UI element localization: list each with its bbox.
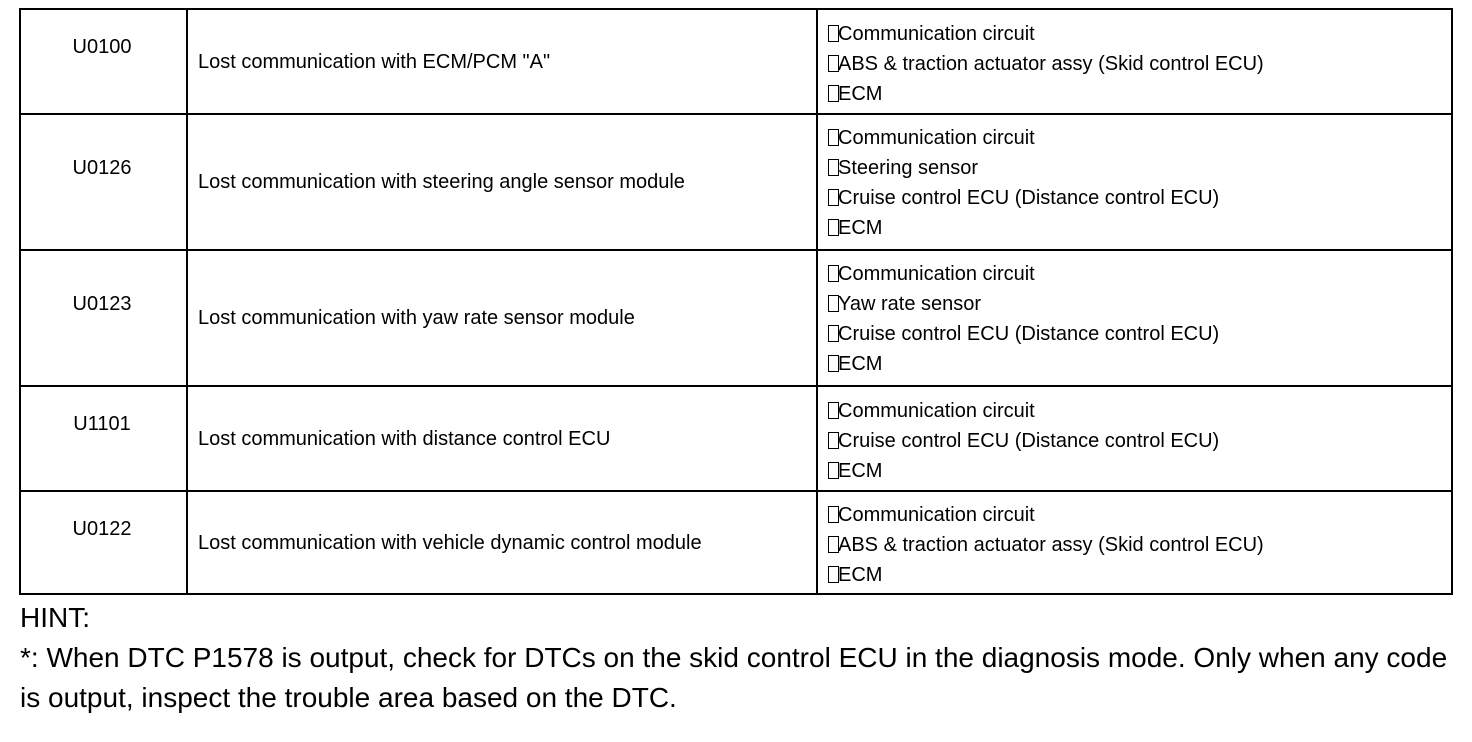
dtc-code-cell xyxy=(20,491,187,594)
trouble-area-item: Communication circuit xyxy=(828,500,1451,530)
dtc-description: Lost communication with steering angle sensor module xyxy=(187,114,817,250)
trouble-area-item: ECM xyxy=(828,456,1451,486)
dtc-description: Lost communication with yaw rate sensor module xyxy=(187,250,817,386)
table-row xyxy=(20,250,1452,386)
table-row xyxy=(20,386,1452,491)
dtc-description: Lost communication with vehicle dynamic control module xyxy=(187,491,817,594)
trouble-area-item: ECM xyxy=(828,560,1451,590)
trouble-area-cell xyxy=(817,491,1452,594)
dtc-code: U0126 xyxy=(72,157,132,179)
dtc-table xyxy=(19,8,1453,595)
trouble-area-item: Yaw rate sensor xyxy=(828,289,1451,319)
trouble-area-item: ECM xyxy=(828,79,1451,109)
trouble-area-item: ECM xyxy=(828,213,1451,243)
dtc-code-cell xyxy=(20,250,187,386)
hint-section xyxy=(20,598,1460,718)
table-row xyxy=(20,9,1452,114)
hint-label: HINT: xyxy=(20,602,90,633)
trouble-area-item: Cruise control ECU (Distance control ECU) xyxy=(828,319,1451,349)
dtc-code: U1101 xyxy=(73,413,131,435)
trouble-area-cell xyxy=(817,386,1452,491)
table-row xyxy=(20,114,1452,250)
trouble-area-item: Steering sensor xyxy=(828,153,1451,183)
trouble-area-cell xyxy=(817,9,1452,114)
trouble-area-item: Cruise control ECU (Distance control ECU) xyxy=(828,183,1451,213)
table-row xyxy=(20,491,1452,594)
trouble-area-item: ABS & traction actuator assy (Skid control ECU) xyxy=(828,530,1451,560)
trouble-area-item: ECM xyxy=(828,349,1451,379)
trouble-area-item: Communication circuit xyxy=(828,19,1451,49)
trouble-area-item: ABS & traction actuator assy (Skid control ECU) xyxy=(828,49,1451,79)
dtc-code: U0122 xyxy=(72,518,132,540)
dtc-code-cell xyxy=(20,114,187,250)
dtc-description: Lost communication with distance control ECU xyxy=(187,386,817,491)
trouble-area-item: Communication circuit xyxy=(828,396,1451,426)
hint-note: *: When DTC P1578 is output, check for DTCs on the skid control ECU in the diagnosis mode. Only when any code is output, inspect the trouble area based on the DTC. xyxy=(20,642,1448,713)
trouble-area-item: Communication circuit xyxy=(828,259,1451,289)
dtc-description: Lost communication with ECM/PCM "A" xyxy=(187,9,817,114)
dtc-code-cell xyxy=(20,9,187,114)
trouble-area-item: Communication circuit xyxy=(828,123,1451,153)
dtc-code: U0100 xyxy=(72,36,132,58)
dtc-code-cell xyxy=(20,386,187,491)
trouble-area-cell xyxy=(817,114,1452,250)
dtc-code: U0123 xyxy=(72,293,132,315)
trouble-area-item: Cruise control ECU (Distance control ECU) xyxy=(828,426,1451,456)
trouble-area-cell xyxy=(817,250,1452,386)
